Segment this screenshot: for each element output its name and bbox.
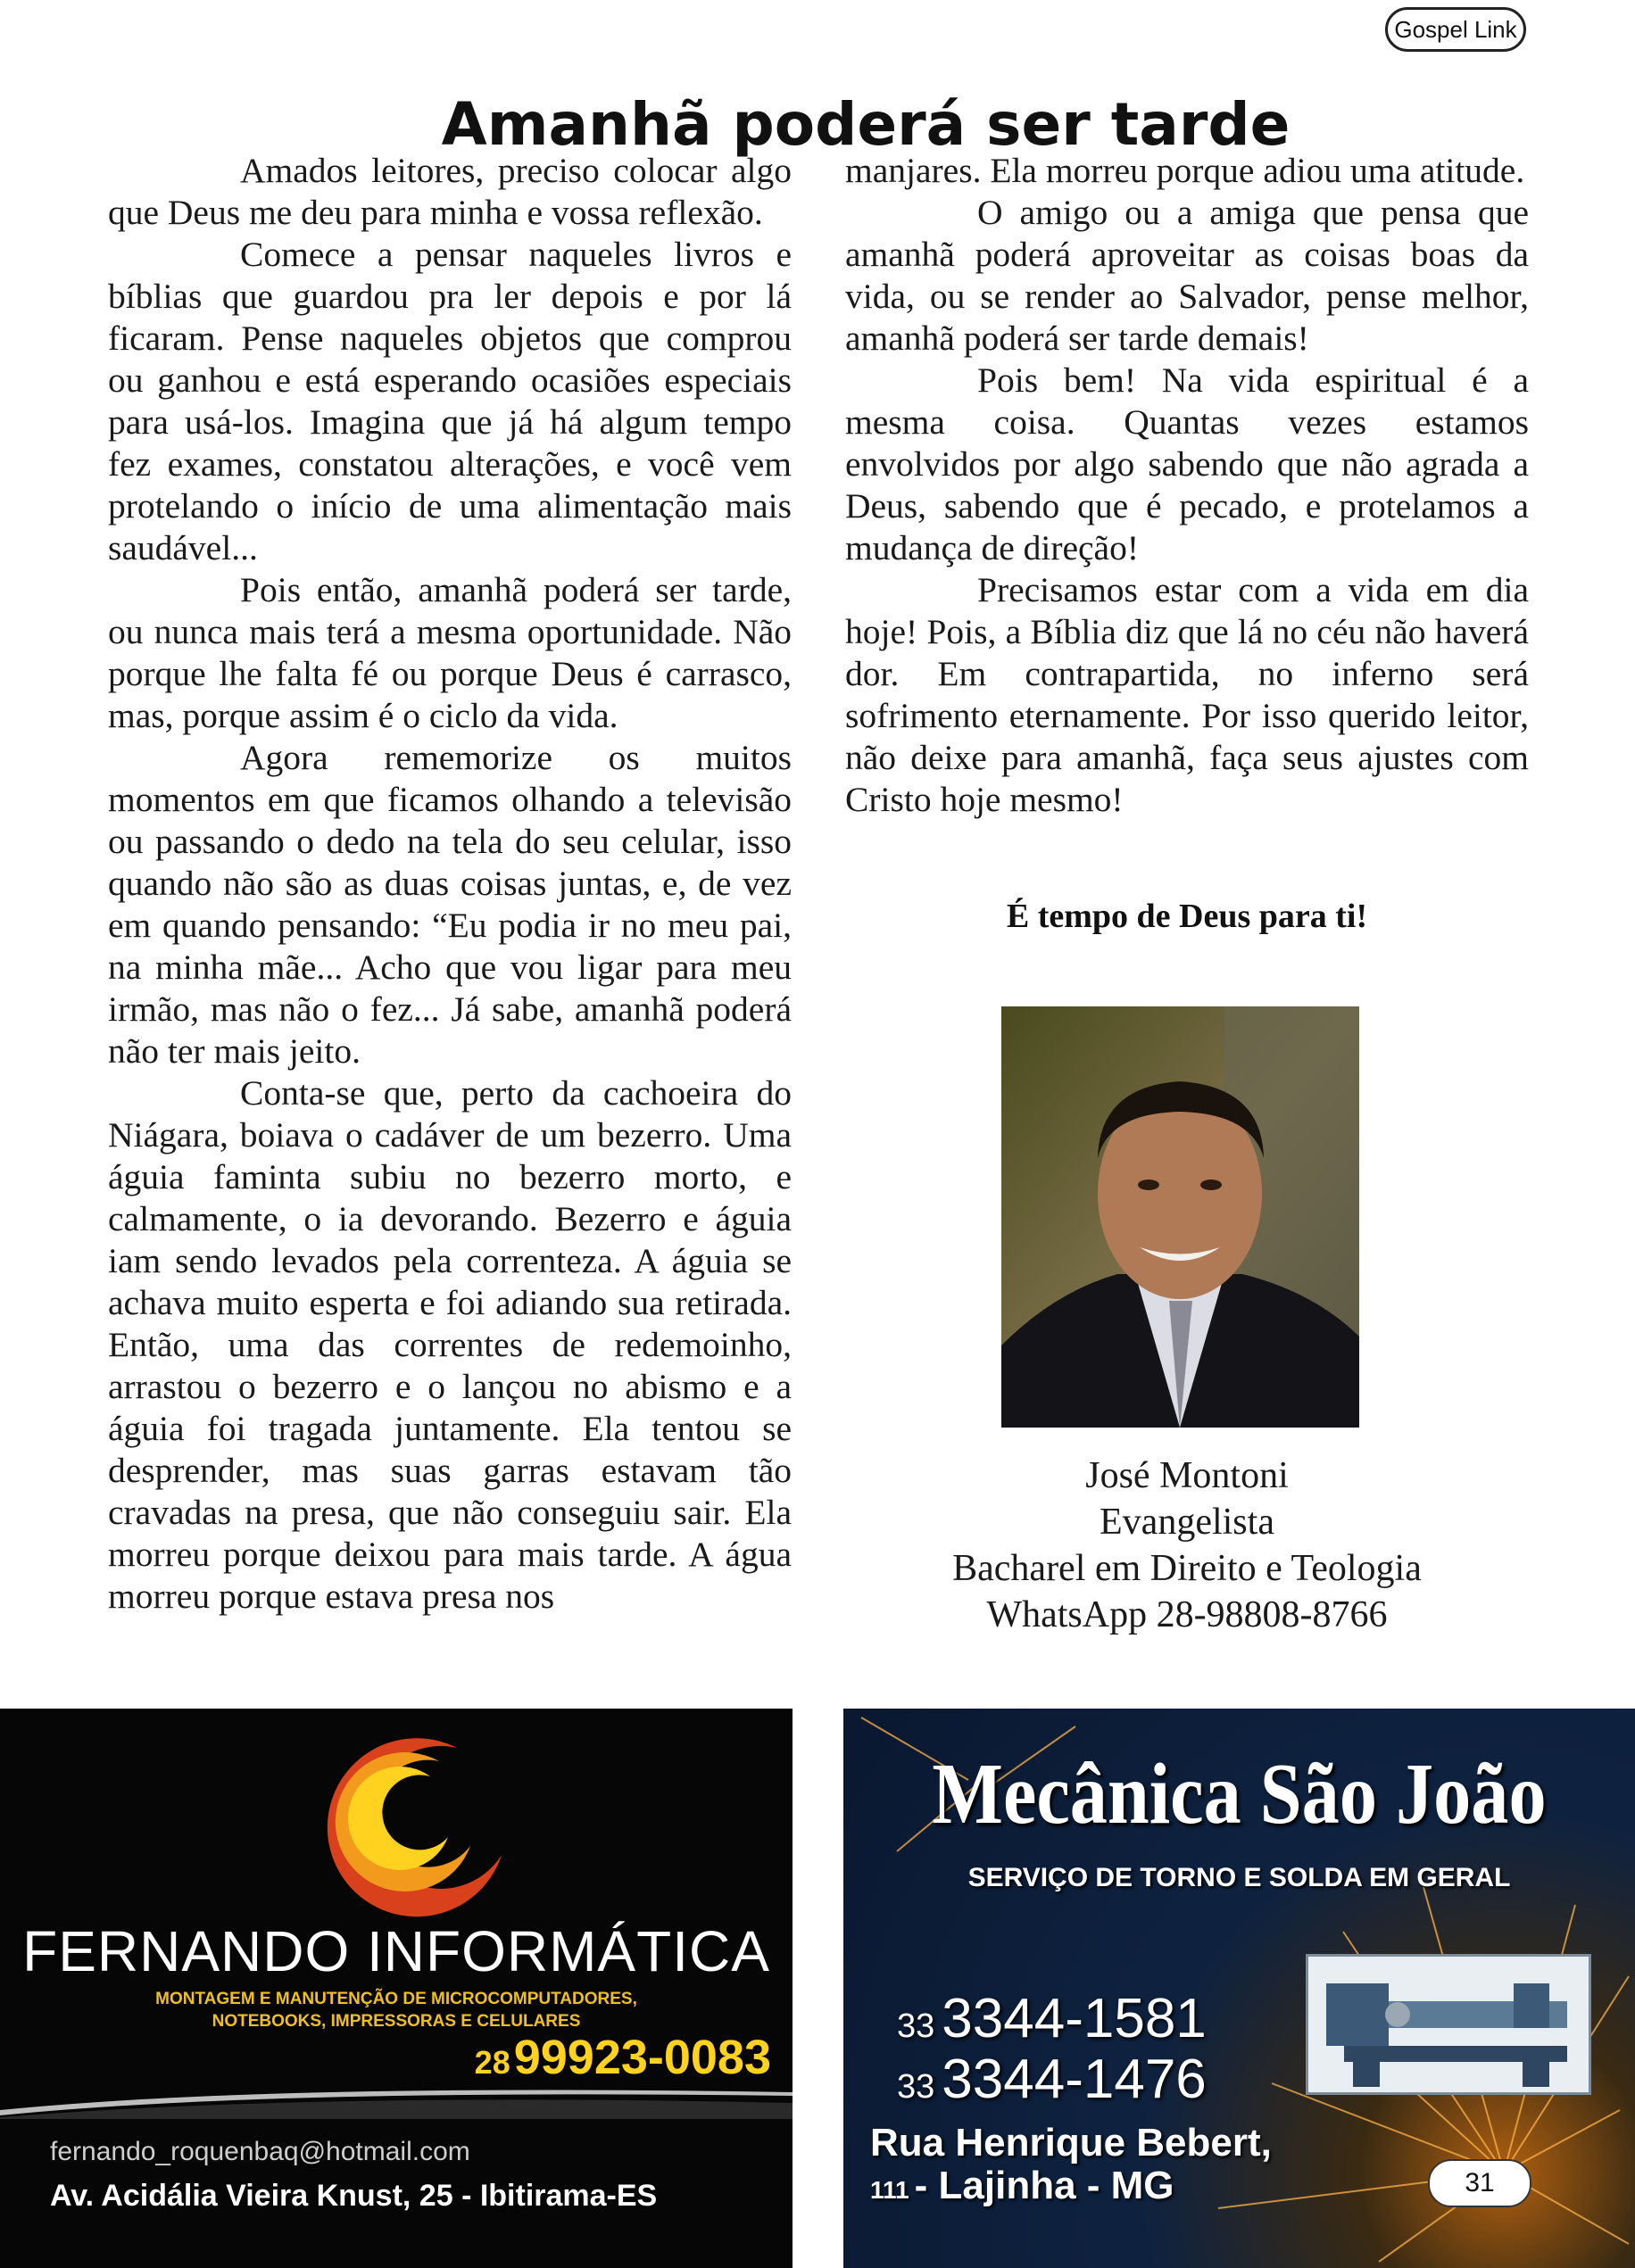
paragraph: Amados leitores, preciso colocar algo que Deus me deu para minha e vossa reflexão. (108, 151, 792, 232)
city-name: - Lajinha - MG (914, 2164, 1174, 2207)
contact-email: fernando_roquenbaq@hotmail.com (50, 2137, 470, 2166)
author-degree: Bacharel em Direito e Teologia (952, 1548, 1422, 1589)
company-name: FERNANDO INFORMÁTICA (22, 1919, 770, 1983)
lathe-machine-image (1306, 1954, 1591, 2095)
closing-line: É tempo de Deus para ti! (1006, 898, 1368, 935)
phone-digits: 99923-0083 (513, 2031, 771, 2084)
shop-name: Mecânica São João (932, 1746, 1547, 1842)
paragraph: Conta-se que, perto da cachoeira do Niágara, boiava o cadáver de um bezerro. Uma águia faminta subiu no bezerro morto, e calmamente, o ia devorando. Bezerro e águia iam sendo levados pela correnteza. A águia se achava muito esperta e foi adiando sua retirada. Então, uma das correntes de redemoinho, arrastou o bezerro e o lançou no abismo e a águia foi tragada juntamente. Ela tentou se desprender, mas suas garras estavam tão cravadas na presa, que não conseguiu sair. Ela morreu porque deixou para mais tarde. A água morreu porque estava presa nos (108, 1073, 792, 1616)
shop-city (870, 2164, 1174, 2208)
shop-tagline: SERVIÇO DE TORNO E SOLDA EM GERAL (967, 1863, 1511, 1892)
article-column-left (108, 150, 792, 1618)
services-description (0, 1988, 793, 2032)
magazine-badge: Gospel Link (1385, 7, 1526, 52)
paragraph: Comece a pensar naqueles livros e bíblias que guardou pra ler depois e por lá ficaram. Pense naqueles objetos que comprou ou ganhou e está esperando ocasiões especiais para usá-los. Imagina que já há algum tempo fez exames, constatou alterações, e você vem protelando o início de uma alimentação mais saudável... (108, 235, 792, 567)
author-contact: WhatsApp 28-98808-8766 (986, 1594, 1388, 1635)
ad-mecanica-sao-joao (843, 1709, 1635, 2268)
paragraph: O amigo ou a amiga que pensa que amanhã poderá aproveitar as coisas boas da vida, ou se render ao Salvador, pense melhor, amanhã poderá ser tarde demais! (845, 193, 1529, 358)
street-number: 111 (870, 2176, 909, 2204)
author-signature (845, 1453, 1529, 1638)
ad-fernando-informatica (0, 1709, 793, 2268)
phone-digits: 3344-1476 (942, 2049, 1207, 2110)
business-address: Av. Acidália Vieira Knust, 25 - Ibitirama-ES (50, 2179, 658, 2213)
services-line: MONTAGEM E MANUTENÇÃO DE MICROCOMPUTADORES, (155, 1990, 637, 2008)
article-title: Amanhã poderá ser tarde (441, 90, 1291, 159)
author-name: José Montoni (1085, 1455, 1289, 1496)
paragraph: manjares. Ela morreu porque adiou uma atitude. (845, 151, 1525, 190)
paragraph: Pois bem! Na vida espiritual é a mesma coisa. Quantas vezes estamos envolvidos por algo sabendo que não agrada a Deus, sabendo que é pecado, e protelamos a mudança de direção! (845, 360, 1529, 567)
phone-area-code: 33 (897, 2068, 935, 2106)
company-logo-icon (305, 1721, 519, 1926)
article-column-right (845, 150, 1529, 821)
author-role: Evangelista (1100, 1502, 1274, 1543)
author-photo (1001, 1006, 1359, 1428)
services-line: NOTEBOOKS, IMPRESSORAS E CELULARES (212, 2012, 581, 2031)
phone-number (897, 2048, 1207, 2111)
paragraph: Pois então, amanhã poderá ser tarde, ou nunca mais terá a mesma oportunidade. Não porque lhe falta fé ou porque Deus é carrasco, mas, porque assim é o ciclo da vida. (108, 570, 792, 735)
paragraph: Precisamos estar com a vida em dia hoje! Pois, a Bíblia diz que lá no céu não haverá dor. Em contrapartida, no inferno será sofrimento eternamente. Por isso querido leitor, não deixe para amanhã, faça seus ajustes com Cristo hoje mesmo! (845, 570, 1529, 819)
phone-digits: 3344-1581 (942, 1988, 1207, 2049)
paragraph: Agora rememorize os muitos momentos em que ficamos olhando a televisão ou passando o dedo na tela do seu celular, isso quando não são as duas coisas juntas, e, de vez em quando pensando: “Eu podia ir no meu pai, na minha mãe... Acho que vou ligar para meu irmão, mas não o fez... Já sabe, amanhã poderá não ter mais jeito. (108, 738, 792, 1071)
page-number: 31 (1428, 2159, 1531, 2207)
phone-area-code: 33 (897, 2007, 935, 2045)
phone-area-code: 28 (474, 2044, 510, 2081)
shop-street: Rua Henrique Bebert, (870, 2121, 1272, 2165)
phone-number (897, 1987, 1207, 2050)
decorative-swoosh (0, 2065, 793, 2119)
